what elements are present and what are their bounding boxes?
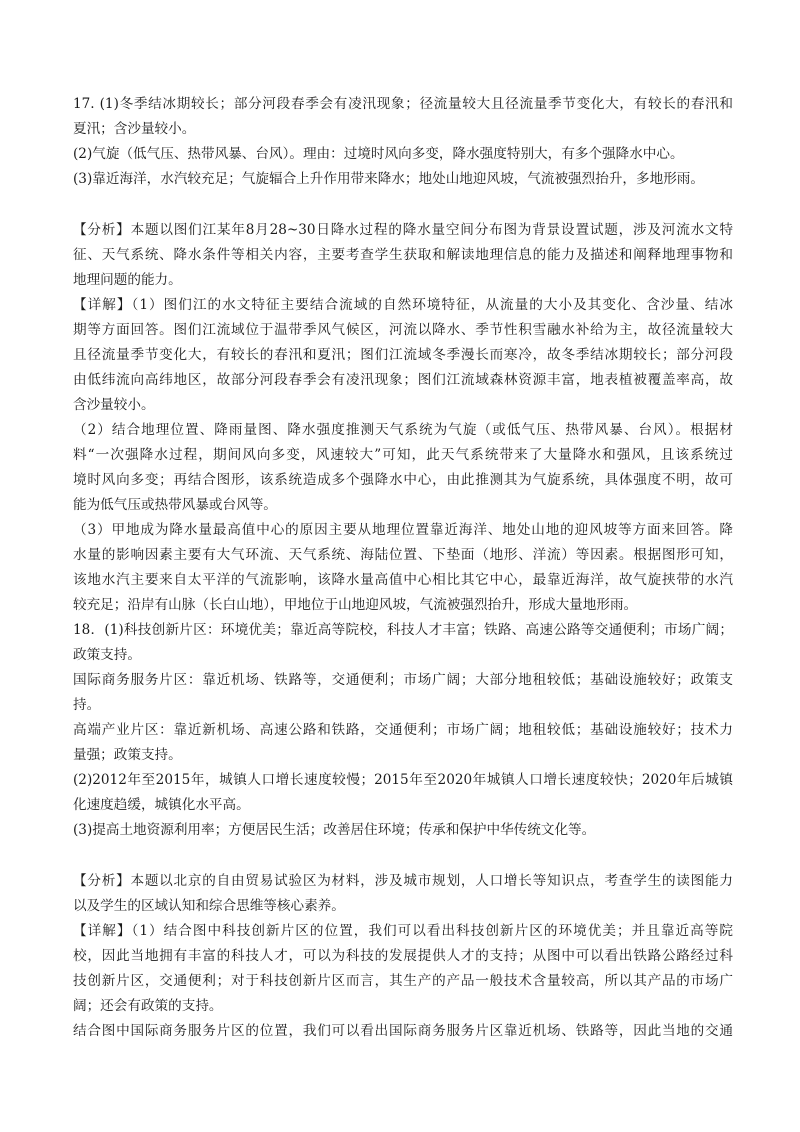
q18-detail-line4: 阔；还会有政策的支持。 bbox=[73, 998, 223, 1014]
q18-part2-line1: (2)2012年至2015年，城镇人口增长速度较慢；2015年至2020年城镇人口增长速度较快；2020年后城镇 bbox=[73, 772, 733, 788]
q18-detail-line1: 【详解】（1）结合图中科技创新片区的位置，我们可以看出科技创新片区的环境优美；并且靠近高等院 bbox=[73, 923, 733, 939]
q17-detail-line4: 由低纬流向高纬地区，故部分河段春季会有凌汛现象；图们江流域森林资源丰富，地表植被覆盖率高，故 bbox=[73, 372, 733, 388]
q17-analysis-line3: 地理问题的能力。 bbox=[73, 272, 182, 288]
q17-detail-line3: 且径流量季节变化大，有较长的春汛和夏汛；图们江流域冬季漫长而寒冷，故冬季结冰期较长；部分河段 bbox=[73, 347, 733, 363]
q18-part1-business-line1: 国际商务服务片区：靠近机场、铁路等，交通便利；市场广阔；大部分地租较低；基础设施较好；政策支 bbox=[73, 672, 733, 688]
q17-detail3-line4: 较充足；沿岸有山脉（长白山地），甲地位于山地迎风坡，气流被强烈抬升，形成大量地形雨。 bbox=[73, 597, 638, 613]
q17-analysis-line1: 【分析】本题以图们江某年8月28~30日降水过程的降水量空间分布图为背景设置试题，涉及河流水文特 bbox=[73, 222, 733, 238]
q17-part3: (3)靠近海洋，水汽较充足；气旋辐合上升作用带来降水；地处山地迎风坡，气流被强烈抬升，多地形雨。 bbox=[73, 171, 704, 187]
q18-part3: (3)提高土地资源利用率；方便居民生活；改善居住环境；传承和保护中华传统文化等。 bbox=[73, 822, 596, 838]
q17-part1-line2: 夏汛；含沙量较小。 bbox=[73, 121, 196, 137]
q17-detail2-line1: （2）结合地理位置、降雨量图、降水强度推测天气系统为气旋（或低气压、热带风暴、台风）。根据材 bbox=[73, 422, 733, 438]
q17-detail3-line3: 该地水汽主要来自太平洋的气流影响，该降水量高值中心相比其它中心，最靠近海洋，故气旋挟带的水汽 bbox=[73, 572, 733, 588]
q17-analysis-line2: 征、天气系统、降水条件等相关内容，主要考查学生获取和解读地理信息的能力及描述和阐释地理事物和 bbox=[73, 247, 733, 263]
q17-detail3-line2: 水量的影响因素主要有大气环流、天气系统、海陆位置、下垫面（地形、洋流）等因素。根据图形可知， bbox=[73, 547, 733, 563]
q18-part1-tech-line2: 政策支持。 bbox=[73, 647, 141, 663]
q18-part1-tech-line1: 18．(1)科技创新片区：环境优美；靠近高等院校，科技人才丰富；铁路、高速公路等交通便利；市场广阔； bbox=[73, 622, 733, 638]
q18-part1-business-line2: 持。 bbox=[73, 697, 101, 713]
q18-analysis-line2: 以及学生的区域认知和综合思维等核心素养。 bbox=[73, 898, 345, 914]
q18-part2-line2: 化速度趋缓，城镇化水平高。 bbox=[73, 797, 250, 813]
q18-detail-line5: 结合图中国际商务服务片区的位置，我们可以看出国际商务服务片区靠近机场、铁路等，因此当地的交通 bbox=[73, 1023, 733, 1039]
q17-part1-line1: 17. (1)冬季结冰期较长；部分河段春季会有凌汛现象；径流量较大且径流量季节变化大，有较长的春汛和 bbox=[73, 96, 733, 112]
q17-detail2-line2: 料“一次强降水过程，期间风向多变，风速较大”可知，此天气系统带来了大量降水和强风，且该系统过 bbox=[73, 447, 733, 463]
q18-detail-line2: 校，因此当地拥有丰富的科技人才，可以为科技的发展提供人才的支持；从图中可以看出铁路公路经过科 bbox=[73, 948, 733, 964]
q18-part1-industry-line1: 高端产业片区：靠近新机场、高速公路和铁路，交通便利；市场广阔；地租较低；基础设施较好；技术力 bbox=[73, 722, 733, 738]
q18-part1-industry-line2: 量强；政策支持。 bbox=[73, 747, 182, 763]
q17-detail-line5: 含沙量较小。 bbox=[73, 397, 155, 413]
q17-detail-line1: 【详解】（1）图们江的水文特征主要结合流域的自然环境特征，从流量的大小及其变化、含沙量、结冰 bbox=[73, 297, 733, 313]
q17-part2: (2)气旋（低气压、热带风暴、台风）。理由：过境时风向多变，降水强度特别大，有多个强降水中心。 bbox=[73, 146, 684, 162]
q17-detail-line2: 期等方面回答。图们江流域位于温带季风气候区，河流以降水、季节性积雪融水补给为主，故径流量较大 bbox=[73, 322, 733, 338]
q17-detail2-line4: 能为低气压或热带风暴或台风等。 bbox=[73, 497, 277, 513]
q18-analysis-line1: 【分析】本题以北京的自由贸易试验区为材料，涉及城市规划，人口增长等知识点，考查学生的读图能力 bbox=[73, 873, 733, 889]
q17-detail3-line1: （3）甲地成为降水量最高值中心的原因主要从地理位置靠近海洋、地处山地的迎风坡等方面来回答。降 bbox=[73, 522, 733, 538]
q18-detail-line3: 技创新片区，交通便利；对于科技创新片区而言，其生产的产品一般技术含量较高，所以其产品的市场广 bbox=[73, 973, 733, 989]
q17-detail2-line3: 境时风向多变；再结合图形，该系统造成多个强降水中心，由此推测其为气旋系统，具体强度不明，故可 bbox=[73, 472, 733, 488]
